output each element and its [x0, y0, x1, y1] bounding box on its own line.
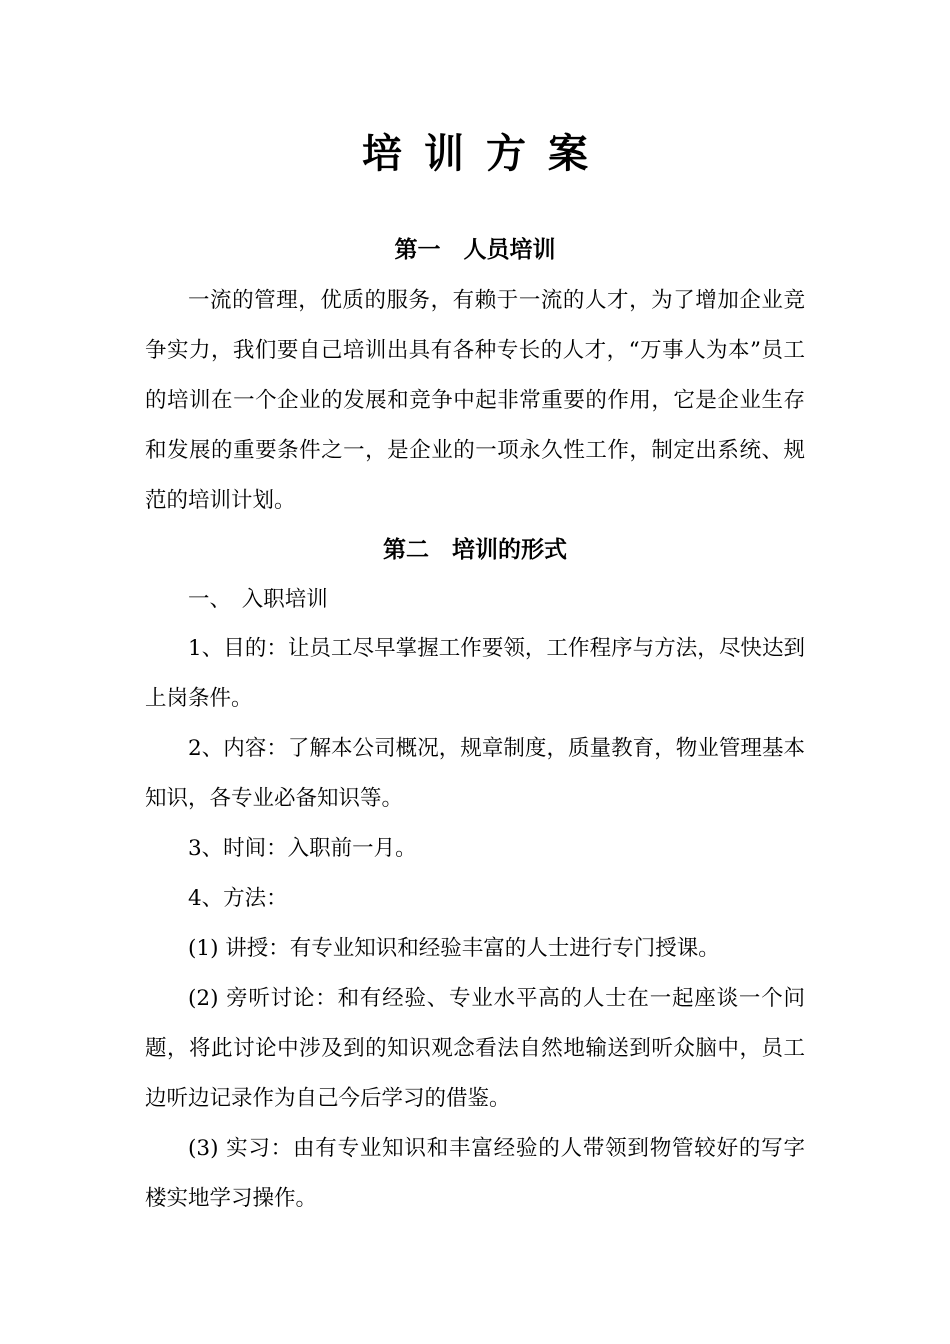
list-item-discussion: (2) 旁听讨论：和有经验、专业水平高的人士在一起座谈一个问题，将此讨论中涉及到的知识观念看法自然地输送到听众脑中，员工边听边记录作为自己今后学习的借鉴。: [145, 986, 805, 1111]
list-item-lecture: (1) 讲授：有专业知识和经验丰富的人士进行专门授课。: [188, 936, 720, 961]
document-title: 培训方案: [362, 130, 610, 177]
subheading-onboarding-training: 一、 入职培训: [188, 587, 328, 612]
list-item-content: 2、内容：了解本公司概况，规章制度，质量教育，物业管理基本知识，各专业必备知识等。: [145, 736, 805, 811]
list-item-purpose: 1、目的：让员工尽早掌握工作要领，工作程序与方法，尽快达到上岗条件。: [145, 636, 805, 711]
list-item-time: 3、时间：入职前一月。: [188, 836, 417, 861]
list-item-methods: 4、方法：: [188, 886, 288, 911]
intro-paragraph: 一流的管理，优质的服务，有赖于一流的人才，为了增加企业竞争实力，我们要自己培训出具有各种专长的人才，“万事人为本”员工的培训在一个企业的发展和竞争中起非常重要的作用，它是企业生存和发展的重要条件之一，是企业的一项永久性工作，制定出系统、规范的培训计划。: [145, 288, 805, 513]
section-heading-personnel-training: 第一 人员培训: [394, 236, 556, 263]
section-heading-training-forms: 第二 培训的形式: [383, 536, 567, 563]
list-item-internship: (3) 实习：由有专业知识和丰富经验的人带领到物管较好的写字楼实地学习操作。: [145, 1136, 805, 1211]
